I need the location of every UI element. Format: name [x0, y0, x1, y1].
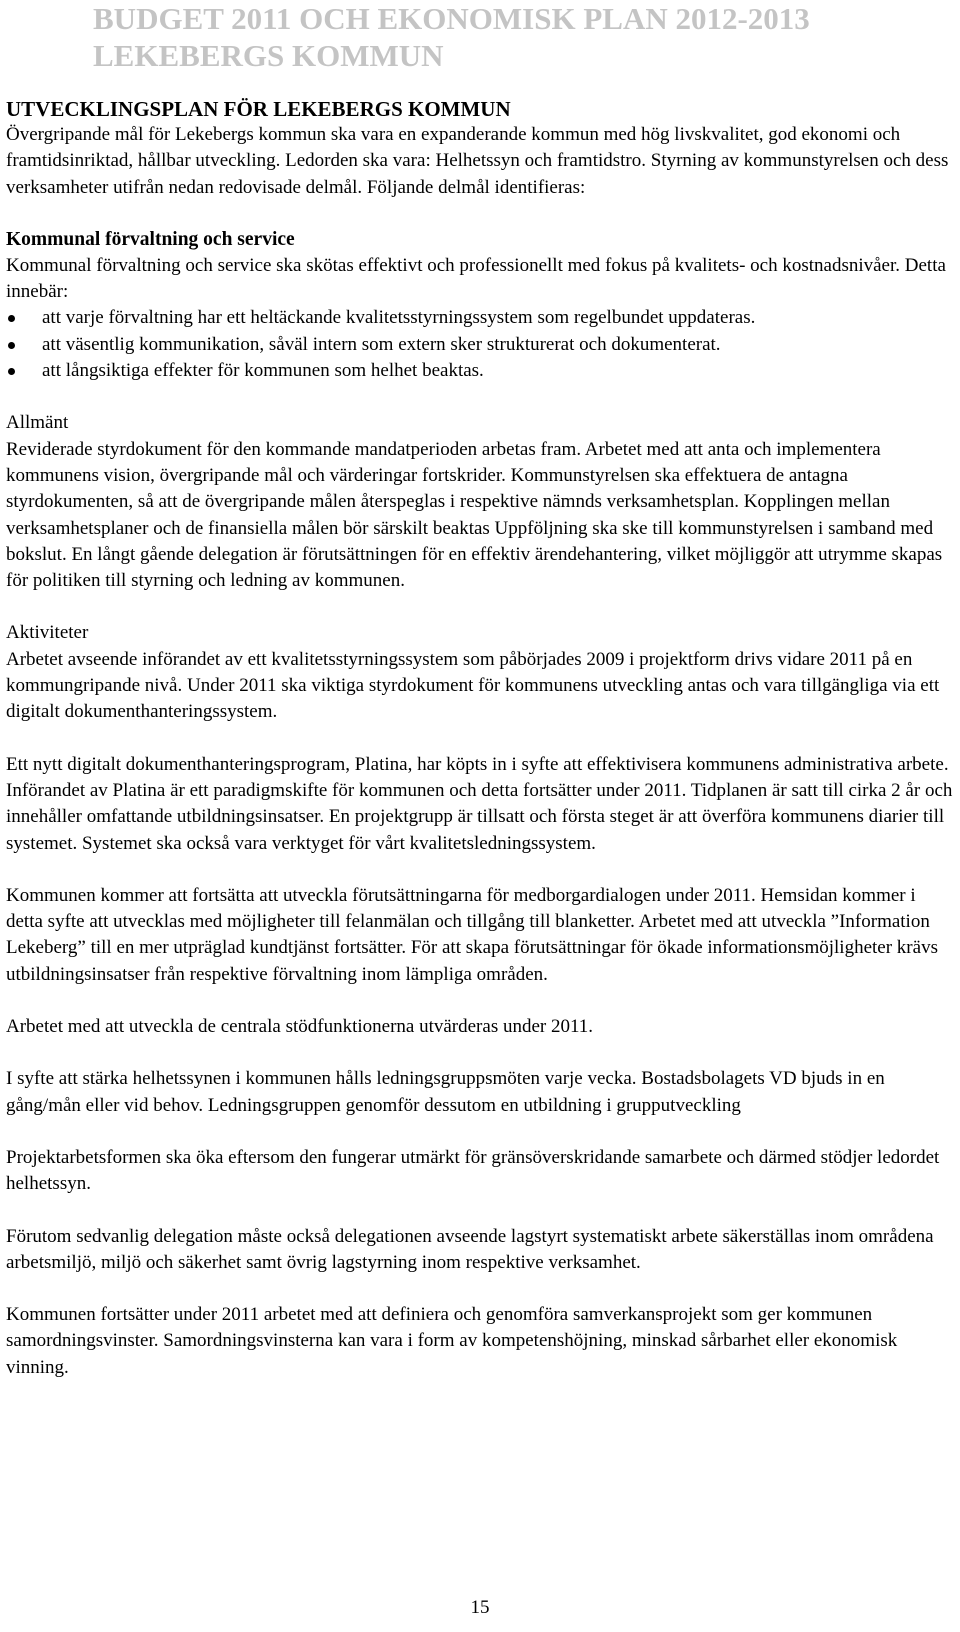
list-item-text: att väsentlig kommunikation, såväl intern som extern sker strukturerat och dokumenterat. [42, 333, 721, 355]
bullet-icon [8, 342, 15, 349]
subsection-text: Kommunal förvaltning och service ska skötas effektivt och professionellt med fokus på kvalitets- och kostnadsnivåer. Detta innebär: [6, 254, 946, 303]
header-subtitle: LEKEBERGS KOMMUN [93, 38, 444, 73]
aktiviteter-paragraph: Förutom sedvanlig delegation måste också delegationen avseende lagstyrt systematiskt arbete säkerställas inom områdena arbetsmiljö, miljö och säkerhet samt övrig lagstyrning inom respektive verksamhet. [6, 1225, 934, 1273]
document-body [6, 96, 954, 1381]
header-title: BUDGET 2011 OCH EKONOMISK PLAN 2012-2013 [93, 1, 810, 36]
aktiviteter-paragraph: Kommunen kommer att fortsätta att utveckla förutsättningarna för medborgardialogen under 2011. Hemsidan kommer i detta syfte att utvecklas med möjligheter till felanmälan och tillgång till blanketter. Arbetet med att utveckla ”Information Lekeberg” till en mer utpräglad kundtjänst fortsätter. För att skapa förutsättningar för ökade informationsmöjligheter krävs utbildningsinsatser från respektive förvaltning inom lämpliga områden. [6, 884, 938, 985]
aktiviteter-paragraph: Ett nytt digitalt dokumenthanteringsprogram, Platina, har köpts in i syfte att effektivisera kommunens administrativa arbete. Införandet av Platina är ett paradigmskifte för kommunen och detta fortsätter under 2011. Tidplanen är satt till cirka 2 år och innehåller omfattande utbildningsinsatser. En projektgrupp är tillsatt och första steget är att överföra kommunens diarier till systemet. Systemet ska också vara verktyget för vårt kvalitetsledningssystem. [6, 753, 953, 854]
spacer [6, 1198, 954, 1224]
list-item [6, 358, 954, 384]
spacer [6, 201, 954, 227]
spacer [6, 988, 954, 1014]
allmant-paragraph: Reviderade styrdokument för den kommande mandatperioden arbetas fram. Arbetet med att anta och implementera kommunens vision, övergripande mål och värderingar fortskrider. Kommunstyrelsen ska effektuera de antagna styrdokumenten, så att de övergripande målen återspeglas i respektive nämnds verksamhetsplan. Kopplingen mellan verksamhetsplaner och de finansiella målen bör särskilt beaktas Uppföljning ska ske till kommunstyrelsen i samband med bokslut. En långt gående delegation är förutsättningen för en effektiv ärendehantering, vilket möjliggör att utrymme skapas för politiken till styrning och ledning av kommunen. [6, 438, 943, 592]
section-intro: Övergripande mål för Lekebergs kommun ska vara en expanderande kommun med hög livskvalitet, god ekonomi och framtidsinriktad, hållbar utveckling. Ledorden ska vara: Helhetssyn och framtidstro. Styrning av kommunstyrelsen och dess verksamheter utifrån nedan redovisade delmål. Följande delmål identifieras: [6, 124, 949, 198]
spacer [6, 594, 954, 620]
aktiviteter-paragraph: I syfte att stärka helhetssynen i kommunen hålls ledningsgruppsmöten varje vecka. Bostadsbolagets VD bjuds in en gång/mån eller vid behov. Ledningsgruppen genomför dessutom en utbildning i grupputveckling [6, 1068, 885, 1116]
list-item-text: att långsiktiga effekter för kommunen som helhet beaktas. [42, 360, 484, 382]
page-number: 15 [470, 1597, 490, 1618]
bullet-icon [8, 315, 15, 322]
list-item [6, 332, 954, 358]
list-item [6, 305, 954, 331]
aktiviteter-paragraph: Arbetet avseende införandet av ett kvalitetsstyrningssystem som påbörjades 2009 i projektform drivs vidare 2011 på en kommungripande nivå. Under 2011 ska viktiga styrdokument för kommunens utveckling antas och vara tillgängliga via ett digitalt dokumenthanteringssystem. [6, 648, 940, 723]
allmant-heading: Allmänt [6, 412, 69, 434]
spacer [6, 726, 954, 752]
list-item-text: att varje förvaltning har ett heltäckande kvalitetsstyrningssystem som regelbundet uppdateras. [42, 307, 756, 329]
aktiviteter-paragraph: Projektarbetsformen ska öka eftersom den fungerar utmärkt för gränsöverskridande samarbete och därmed stödjer ledordet helhetssyn. [6, 1146, 940, 1195]
aktiviteter-paragraph: Kommunen fortsätter under 2011 arbetet med att definiera och genomföra samverkansprojekt som ger kommunen samordningsvinster. Samordningsvinsterna kan vara i form av kompetenshöjning, minskad sårbarhet eller ekonomisk vinning. [6, 1304, 898, 1378]
aktiviteter-paragraph: Arbetet med att utveckla de centrala stödfunktionerna utvärderas under 2011. [6, 1016, 594, 1038]
spacer [6, 1119, 954, 1145]
document-header [93, 0, 810, 74]
subsection-title: Kommunal förvaltning och service [6, 228, 295, 250]
aktiviteter-heading: Aktiviteter [6, 622, 89, 644]
section-title: UTVECKLINGSPLAN FÖR LEKEBERGS KOMMUN [6, 97, 511, 121]
spacer [6, 857, 954, 883]
bullet-icon [8, 368, 15, 375]
spacer [6, 1276, 954, 1302]
spacer [6, 384, 954, 410]
bullet-list [6, 305, 954, 384]
spacer [6, 1040, 954, 1066]
